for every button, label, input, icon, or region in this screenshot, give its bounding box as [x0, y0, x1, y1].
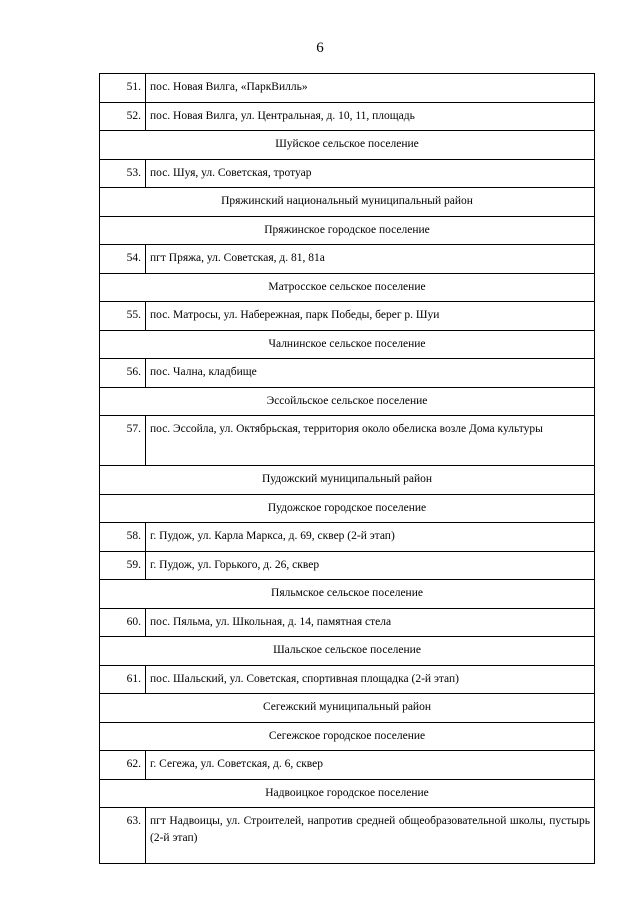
locations-table-body — [100, 74, 595, 864]
row-number: 56. — [100, 359, 146, 388]
section-header-row — [100, 273, 595, 302]
section-header-row — [100, 131, 595, 160]
table-row — [100, 74, 595, 103]
table-row — [100, 102, 595, 131]
section-header: Пудожское городское поселение — [100, 494, 595, 523]
table-row — [100, 608, 595, 637]
section-header-row — [100, 637, 595, 666]
row-address: пос. Пяльма, ул. Школьная, д. 14, памятная стела — [146, 608, 595, 637]
section-header: Сегежский муниципальный район — [100, 694, 595, 723]
page-number: 6 — [316, 40, 324, 56]
section-header-row — [100, 216, 595, 245]
row-number: 62. — [100, 751, 146, 780]
row-address: пос. Новая Вилга, ул. Центральная, д. 10, 11, площадь — [146, 102, 595, 131]
section-header: Шальское сельское поселение — [100, 637, 595, 666]
section-header-row — [100, 466, 595, 495]
row-address: пос. Чална, кладбище — [146, 359, 595, 388]
section-header: Чалнинское сельское поселение — [100, 330, 595, 359]
section-header: Эссойльское сельское поселение — [100, 387, 595, 416]
row-number: 60. — [100, 608, 146, 637]
section-header: Сегежское городское поселение — [100, 722, 595, 751]
table-row — [100, 416, 595, 466]
row-address: г. Пудож, ул. Карла Маркса, д. 69, сквер (2-й этап) — [146, 523, 595, 552]
row-address: пос. Матросы, ул. Набережная, парк Победы, берег р. Шуи — [146, 302, 595, 331]
row-number: 63. — [100, 808, 146, 864]
section-header: Пудожский муниципальный район — [100, 466, 595, 495]
section-header: Пряжинский национальный муниципальный район — [100, 188, 595, 217]
section-header: Шуйское сельское поселение — [100, 131, 595, 160]
section-header: Пяльмское сельское поселение — [100, 580, 595, 609]
section-header-row — [100, 779, 595, 808]
section-header-row — [100, 580, 595, 609]
row-address: г. Пудож, ул. Горького, д. 26, сквер — [146, 551, 595, 580]
row-number: 51. — [100, 74, 146, 103]
row-number: 59. — [100, 551, 146, 580]
row-address: пгт Пряжа, ул. Советская, д. 81, 81а — [146, 245, 595, 274]
row-address: пос. Шальский, ул. Советская, спортивная площадка (2-й этап) — [146, 665, 595, 694]
section-header-row — [100, 188, 595, 217]
section-header: Надвоицкое городское поселение — [100, 779, 595, 808]
row-number: 61. — [100, 665, 146, 694]
row-address: пгт Надвоицы, ул. Строителей, напротив средней общеобразовательной школы, пустырь (2-й этап) — [146, 808, 595, 864]
table-row — [100, 523, 595, 552]
row-address: пос. Эссойла, ул. Октябрьская, территория около обелиска возле Дома культуры — [146, 416, 595, 466]
row-number: 58. — [100, 523, 146, 552]
table-row — [100, 245, 595, 274]
locations-table — [99, 73, 595, 864]
row-number: 53. — [100, 159, 146, 188]
row-address: пос. Шуя, ул. Советская, тротуар — [146, 159, 595, 188]
row-number: 54. — [100, 245, 146, 274]
section-header-row — [100, 694, 595, 723]
section-header-row — [100, 722, 595, 751]
section-header-row — [100, 494, 595, 523]
section-header-row — [100, 387, 595, 416]
row-address: пос. Новая Вилга, «ПаркВилль» — [146, 74, 595, 103]
table-row — [100, 551, 595, 580]
row-number: 55. — [100, 302, 146, 331]
row-number: 52. — [100, 102, 146, 131]
section-header-row — [100, 330, 595, 359]
table-row — [100, 359, 595, 388]
table-row — [100, 808, 595, 864]
section-header: Матросское сельское поселение — [100, 273, 595, 302]
table-row — [100, 302, 595, 331]
table-row — [100, 159, 595, 188]
table-row — [100, 751, 595, 780]
row-number: 57. — [100, 416, 146, 466]
table-row — [100, 665, 595, 694]
section-header: Пряжинское городское поселение — [100, 216, 595, 245]
row-address: г. Сегежа, ул. Советская, д. 6, сквер — [146, 751, 595, 780]
